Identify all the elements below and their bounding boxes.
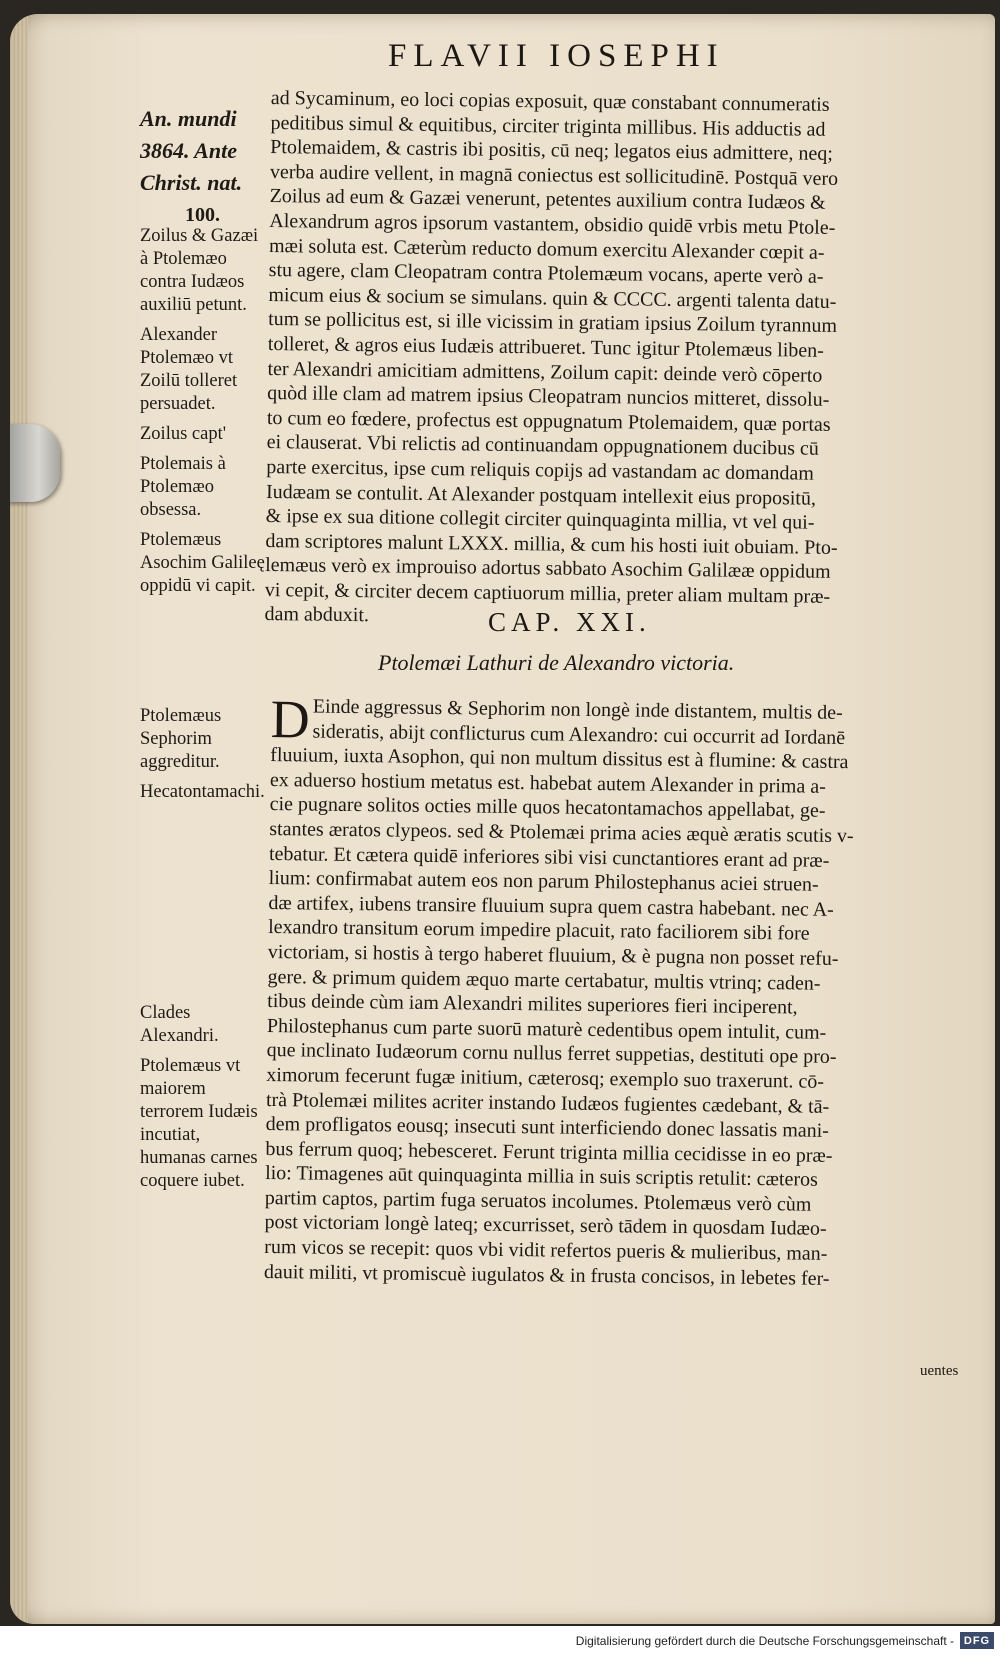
text-line: stantes æratos clypeos. sed & Ptolemæi prima acies æquè æratis scutis v- xyxy=(269,817,854,848)
catchword: uentes xyxy=(920,1363,959,1379)
text-line: victoriam, si hostis à tergo haberet fluuium, & è pugna non posset refu- xyxy=(267,940,839,970)
margin-note: Hecatontamachi. xyxy=(140,782,265,802)
text-line: tolleret, & agros eius Iudæis attribueret. Tunc igitur Ptolemæus liben- xyxy=(267,332,825,362)
text-line: ei clauserat. Vbi relictis ad continuandam oppugnationem ducibus cū xyxy=(266,431,820,461)
date-note-line: 3864. Ante xyxy=(140,138,237,163)
text-line: dam abduxit. xyxy=(264,603,370,627)
text-line: que inclinato Iudæorum cornu nullus ferret suppetias, destituti ope pro- xyxy=(266,1039,837,1069)
text-line: verba audire vellent, in magnā coniectus est sollicitudinē. Postquā vero xyxy=(269,160,839,190)
text-line: cie pugnare solitos octies mille quos hecatontamachos appellabat, ge- xyxy=(269,793,826,823)
text-line: ex aduerso hostium metatus est. habebat autem Alexander in prima a- xyxy=(269,768,826,798)
text-line: fluuium, iuxta Asophon, qui non multum dissitus est à flumine: & castra xyxy=(270,744,849,774)
text-line: dauit militi, vt promiscuè iugulatos & in frusta concisos, in lebetes fer- xyxy=(263,1260,830,1290)
text-line: trà Ptolemæi milites acriter instando Iudæos fugientes cædebant, & tā- xyxy=(265,1088,830,1118)
margin-notes-2 xyxy=(140,705,265,811)
text-line: to cum eo fœdere, profectus est oppugnatum Ptolemaidem, quæ portas xyxy=(266,406,831,436)
text-line: gere. & primum quidem æquo marte certabatur, multis vtrinq; caden- xyxy=(267,965,821,995)
text-block-2 xyxy=(263,689,921,1292)
text-line: sideratis, abijt conflicturus cum Alexandro: cui occurrit ad Iordanē xyxy=(312,720,846,749)
text-line: Philostephanus cum parte suorū maturè cedentibus opem intulit, cum- xyxy=(266,1014,827,1044)
text-line: ad Sycaminum, eo loci copias exposuit, quæ constabant connumeratis xyxy=(270,86,830,116)
page-edge xyxy=(10,14,28,1624)
margin-note: Zoilus & Gazæi à Ptolemæo contra Iudæos auxiliū petunt. xyxy=(140,226,259,315)
text-line: parte exercitus, ipse cum reliquis copijs ad vastandam ac domandam xyxy=(266,455,815,485)
margin-note: Ptolemæus vt maiorem terrorem Iudæis incutiat, humanas carnes coquere iubet. xyxy=(140,1056,258,1191)
text-line: tibus deinde cùm iam Alexandri milites superiores fieri inciperent, xyxy=(267,990,798,1019)
text-line: stu agere, clam Cleopatram contra Ptolemæum vocans, aperte verò a- xyxy=(268,259,824,288)
page-number: 100. xyxy=(185,204,220,226)
text-line: lemæus verò ex improuiso adortus sabbato Asochim Galilææ oppidum xyxy=(265,554,831,584)
text-line: Iudæam se contulit. At Alexander postquam intellexit eius propositū, xyxy=(265,480,817,510)
text-line: dem profligatos eousq; insecuti sunt interficiendo donec lassatis mani- xyxy=(265,1113,830,1142)
text-line: rum vicos se recepit: quos vbi vidit refertos pueris & mulieribus, man- xyxy=(264,1236,828,1265)
text-line: peditibus simul & equitibus, circiter triginta millibus. His adductis ad xyxy=(270,111,826,141)
margin-notes-3 xyxy=(140,1002,265,1200)
text-line: tum se pollicitus est, si ille vicissim in gratiam ipsius Zoilum tyrannum xyxy=(268,308,838,338)
text-line: & ipse ex sua ditione collegit circiter quinquaginta millia, vt vel qui- xyxy=(265,505,815,534)
margin-note: Alexander Ptolemæo vt Zoilū tolleret persuadet. xyxy=(140,325,238,414)
footer-bar xyxy=(0,1626,1000,1657)
text-line: tebatur. Et cætera quidē inferiores sibi visi cunctantiores erant ad præ- xyxy=(268,842,830,872)
drop-cap: D xyxy=(270,689,311,750)
text-line: lium: confirmabat autem eos non parum Philostephanus aciei struen- xyxy=(268,867,819,896)
margin-note: Ptolemæus Sephorim aggreditur. xyxy=(140,706,222,772)
text-line: lexandro transitum eorum impedire placuit, rato faciliorem sibi fore xyxy=(268,916,810,945)
text-line: post victoriam longè lateq; excurrisset, serò tādem in quosdam Iudæo- xyxy=(264,1211,827,1241)
text-line: micum eius & socium se simulans. quin & CCCC. argenti talenta datu- xyxy=(268,283,837,313)
date-note-line: An. mundi xyxy=(140,106,237,131)
page-clip xyxy=(10,424,60,502)
text-line: vi cepit, & circiter decem captiuorum millia, preter aliam multam præ- xyxy=(264,578,831,608)
chapter-heading: CAP. XXI. xyxy=(488,607,651,637)
text-line: partim captos, partim fuga seruatos incolumes. Ptolemæus verò cùm xyxy=(264,1186,812,1216)
text-line: ter Alexandri amicitiam admittens, Zoilum capit: deinde verò cōperto xyxy=(267,357,823,387)
margin-note: Ptolemais à Ptolemæo obsessa. xyxy=(140,454,226,520)
text-line: Zoilus ad eum & Gazæi venerunt, petentes auxilium contra Iudæos & xyxy=(269,185,826,215)
chapter-subtitle: Ptolemæi Lathuri de Alexandro victoria. xyxy=(378,650,735,675)
margin-notes-1 xyxy=(140,225,265,605)
text-line: bus ferrum quoq; hebesceret. Ferunt triginta millia cecidisse in eo præ- xyxy=(265,1137,833,1167)
text-line: quòd ille clam ad matrem ipsius Cleopatram nuncios mitteret, dissolu- xyxy=(267,382,830,411)
text-line: Alexandrum agros ipsorum vastantem, obsidio quidē vrbis metu Ptole- xyxy=(269,209,836,239)
text-line: dæ artifex, iubens transire fluuium supra quem castra habebant. nec A- xyxy=(268,891,834,921)
footer-credit: Digitalisierung gefördert durch die Deutsche Forschungsgemeinschaft - xyxy=(575,1634,954,1648)
date-note-line: Christ. nat. xyxy=(140,170,243,195)
text-line: ximorum fecerunt fugæ initium, cæterosq; exemplo suo traxerunt. cō- xyxy=(266,1063,825,1093)
margin-note: Ptolemæus Asochim Galileę oppidū vi capit. xyxy=(140,530,265,596)
text-block-1 xyxy=(264,86,921,635)
text-line: lio: Timagenes aūt quinquaginta millia in suis scriptis retulit: cæteros xyxy=(265,1162,818,1191)
margin-note: Clades Alexandri. xyxy=(140,1003,219,1046)
text-line: Ptolemaidem, & castris ibi positis, cū neq; legatos eius admittere, neq; xyxy=(270,136,834,166)
running-head: FLAVII IOSEPHI xyxy=(388,38,725,74)
text-line: mæi soluta est. Cæterùm reducto domum exercitu Alexander cœpit a- xyxy=(268,234,825,264)
date-note xyxy=(140,103,265,231)
text-line: dam scriptores malunt LXXX. millia, & cum his hosti iuit obuiam. Pto- xyxy=(265,529,838,559)
margin-note: Zoilus capt' xyxy=(140,424,227,444)
text-line: Einde aggressus & Sephorim non longè inde distantem, multis de- xyxy=(312,695,843,724)
dfg-logo[interactable]: DFG xyxy=(960,1632,994,1649)
